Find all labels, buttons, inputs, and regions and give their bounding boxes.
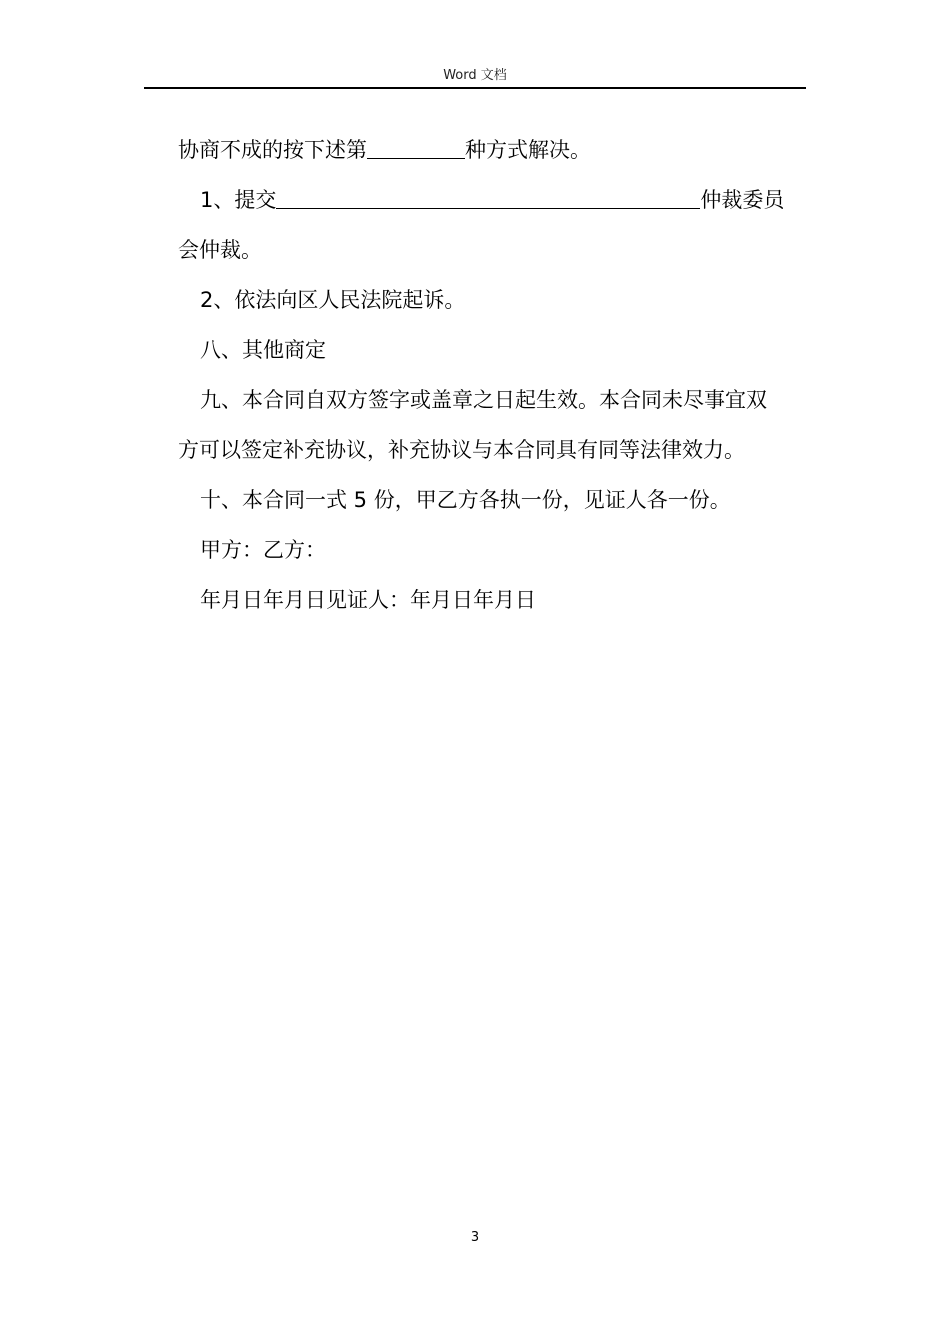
fill-in-blank [367,132,465,159]
parties-line: 甲方：乙方： [200,538,326,562]
arbitration-option-continued: 会仲裁。 [178,238,262,262]
page-header: Word 文档 [443,68,507,83]
signature-dates-line: 年月日年月日见证人：年月日年月日 [200,588,536,612]
fill-in-blank [276,182,700,209]
text-segment: 仲裁委员 [700,188,785,212]
section-effectiveness: 九、本合同自双方签字或盖章之日起生效。本合同未尽事宜双 [200,388,767,412]
header-divider [144,87,806,89]
text-segment: 种方式解决。 [465,138,591,162]
page-number: 3 [470,1230,480,1245]
document-body [178,125,806,625]
section-effectiveness-continued: 方可以签定补充协议，补充协议与本合同具有同等法律效力。 [178,438,745,462]
text-segment: 1、提交 [200,188,277,212]
arbitration-option [178,175,806,225]
text-segment: 协商不成的按下述第 [178,138,367,162]
dispute-resolution-line [178,125,806,175]
section-other-terms: 八、其他商定 [200,338,326,362]
section-copies: 十、本合同一式 5 份，甲乙方各执一份，见证人各一份。 [200,488,731,512]
litigation-option: 2、依法向区人民法院起诉。 [200,288,466,312]
